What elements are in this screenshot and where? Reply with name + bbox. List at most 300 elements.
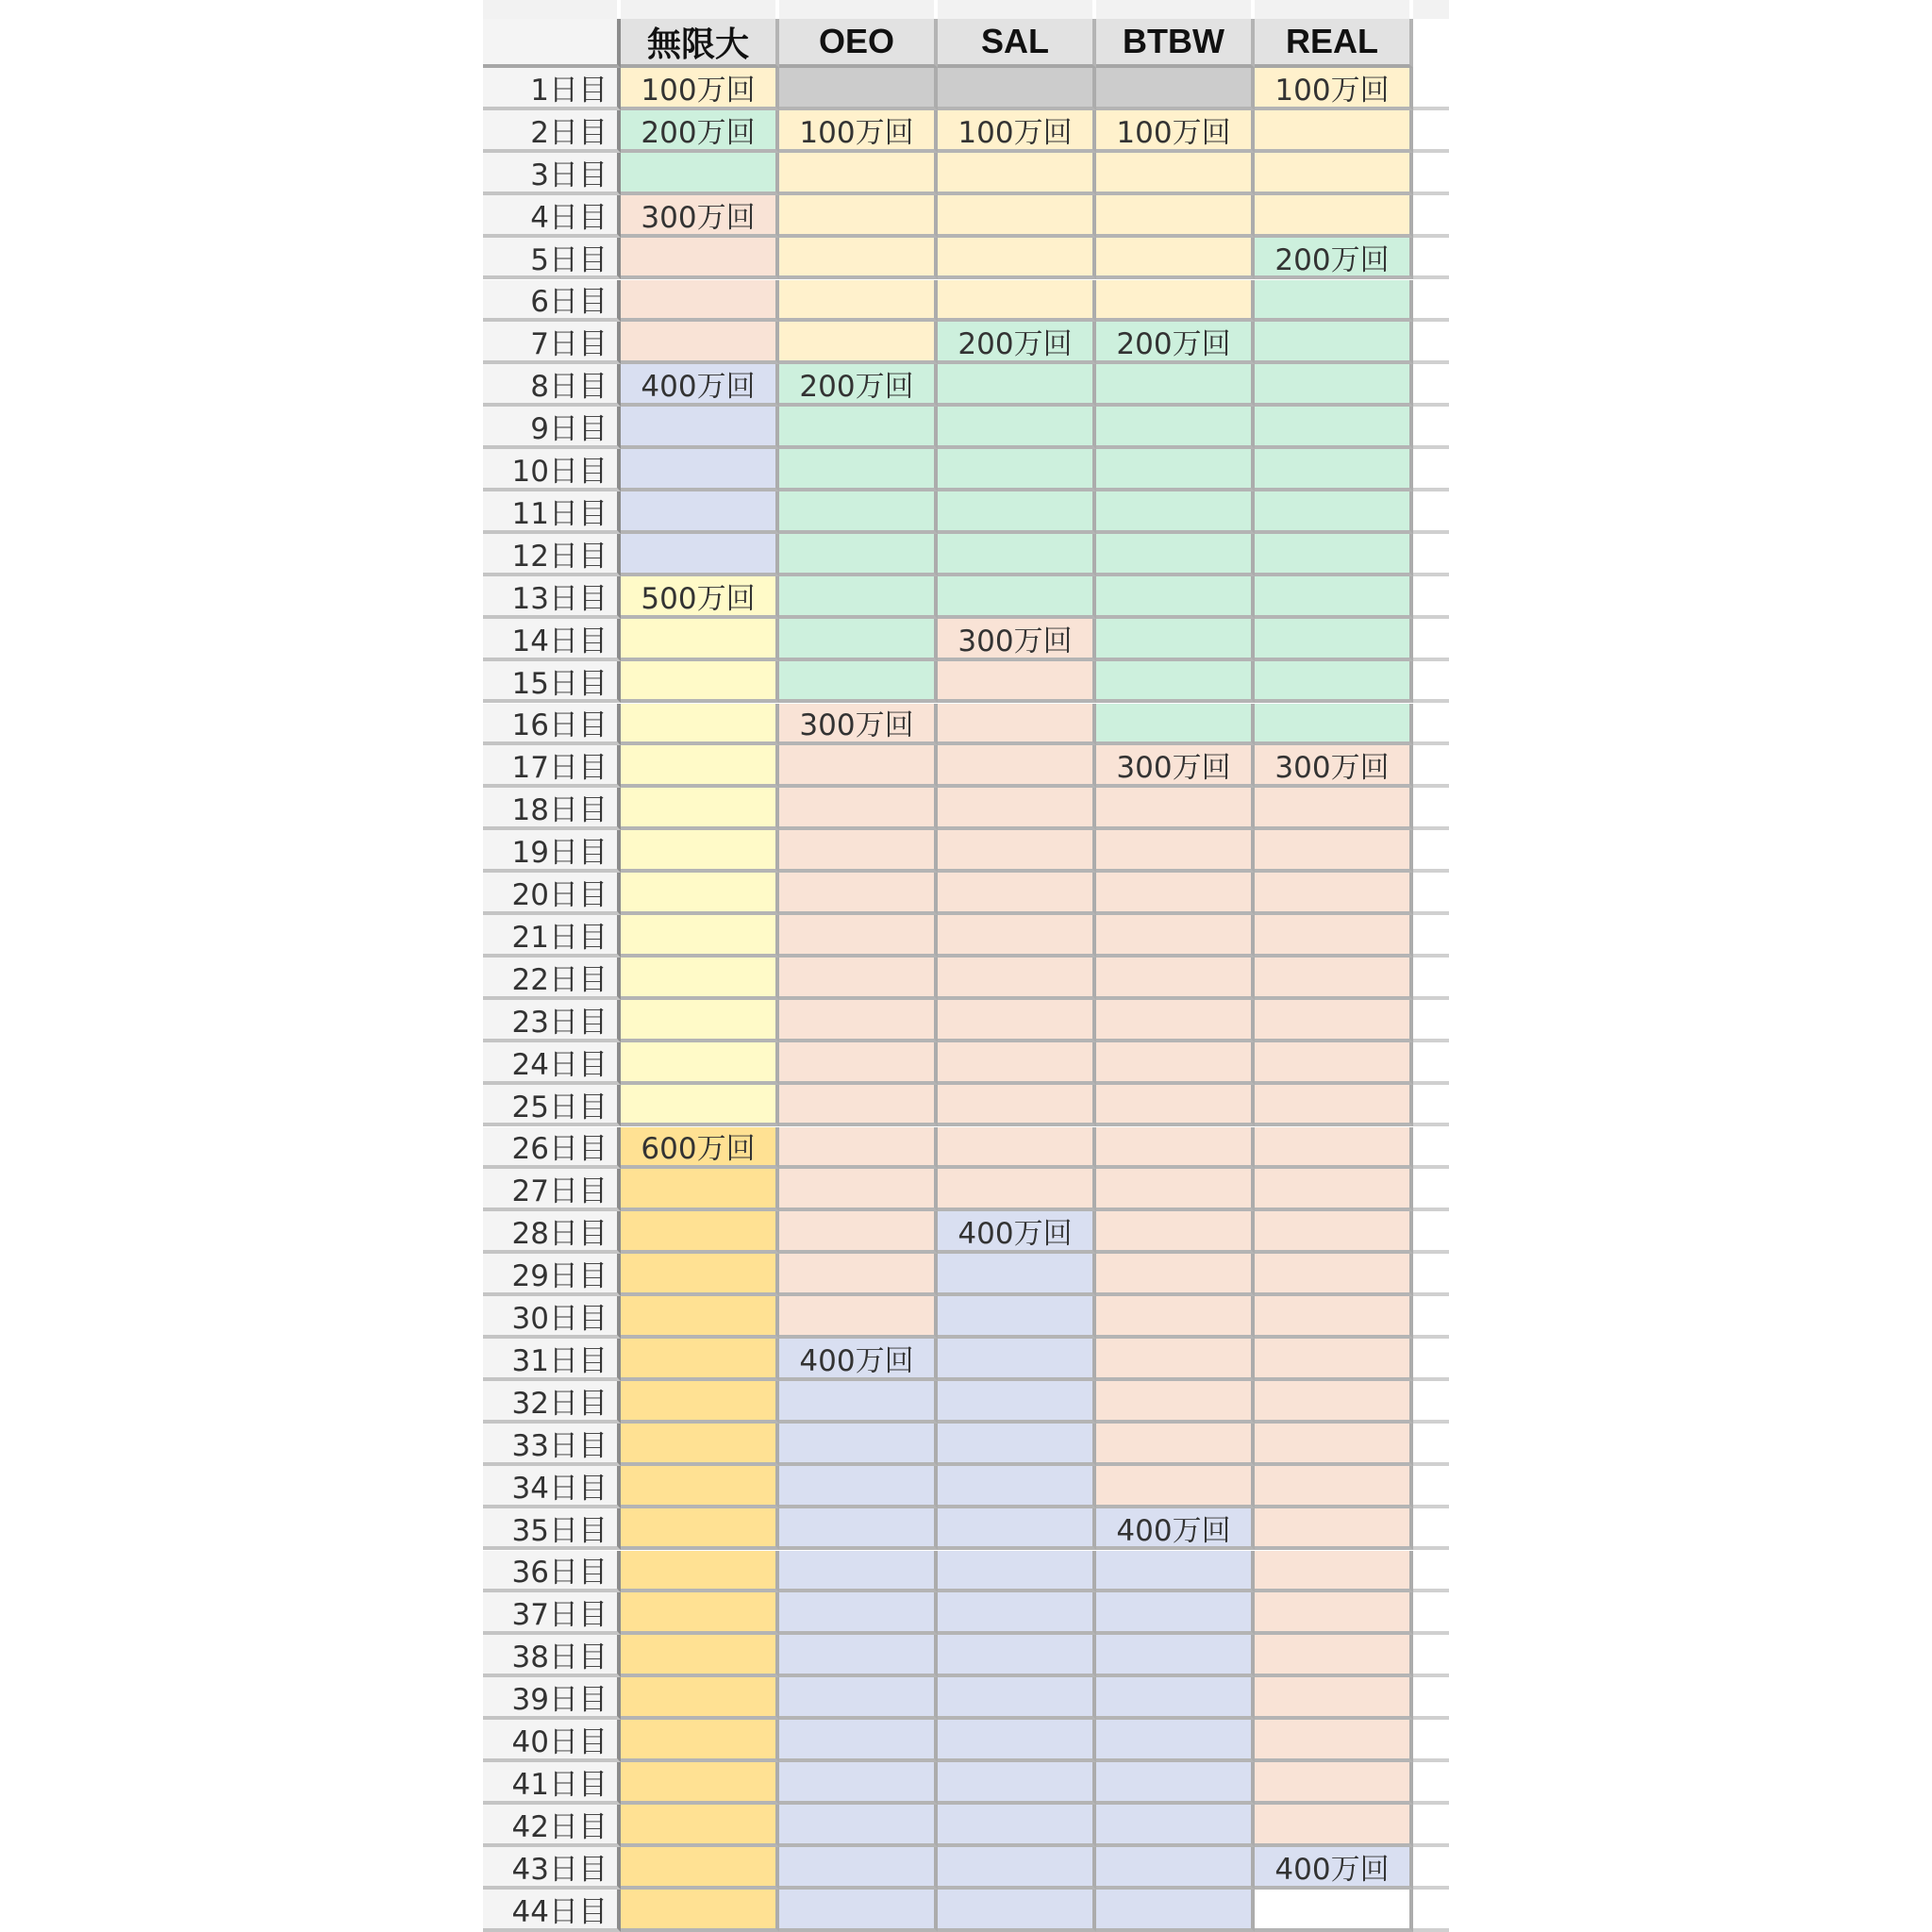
table-cell[interactable]: [938, 1762, 1096, 1805]
table-cell[interactable]: 300万回: [1096, 745, 1255, 788]
grid-line: [1413, 1592, 1449, 1635]
table-cell[interactable]: [621, 1211, 779, 1254]
table-cell[interactable]: [621, 1592, 779, 1635]
table-cell[interactable]: [621, 280, 779, 323]
table-cell[interactable]: [779, 661, 938, 704]
table-cell[interactable]: 100万回: [779, 110, 938, 153]
table-cell[interactable]: [938, 958, 1096, 1000]
row-header[interactable]: 10日目: [483, 449, 621, 491]
grid-line: [1413, 1211, 1449, 1254]
table-cell[interactable]: [938, 1508, 1096, 1551]
table-cell[interactable]: 400万回: [621, 364, 779, 407]
table-cell[interactable]: [779, 322, 938, 364]
grid-line: [1413, 534, 1449, 576]
table-cell[interactable]: [621, 1677, 779, 1720]
table-cell[interactable]: [938, 153, 1096, 195]
table-cell[interactable]: [1096, 1551, 1255, 1593]
table-cell[interactable]: [779, 873, 938, 915]
grid-line: [1413, 1381, 1449, 1424]
table-cell[interactable]: [621, 873, 779, 915]
table-cell[interactable]: [1096, 1762, 1255, 1805]
table-cell[interactable]: 400万回: [938, 1211, 1096, 1254]
grid-line: [1413, 1254, 1449, 1296]
table-cell[interactable]: [1255, 1762, 1413, 1805]
table-cell[interactable]: [1255, 153, 1413, 195]
table-cell[interactable]: [1096, 1296, 1255, 1339]
table-cell[interactable]: [938, 1890, 1096, 1932]
grid-line: [1413, 873, 1449, 915]
table-cell[interactable]: [938, 661, 1096, 704]
grid-line: [1413, 1805, 1449, 1847]
grid-line: [1413, 364, 1449, 407]
table-cell[interactable]: [1096, 1466, 1255, 1508]
table-cell[interactable]: [938, 1720, 1096, 1762]
table-cell[interactable]: [621, 661, 779, 704]
table-cell[interactable]: 300万回: [938, 619, 1096, 661]
table-cell[interactable]: [1255, 1000, 1413, 1042]
table-cell[interactable]: 400万回: [779, 1339, 938, 1381]
row-header[interactable]: 5日目: [483, 238, 621, 280]
table-cell[interactable]: [779, 1085, 938, 1127]
table-cell[interactable]: [779, 745, 938, 788]
table-cell[interactable]: [1096, 1890, 1255, 1932]
table-cell[interactable]: [621, 1339, 779, 1381]
table-cell[interactable]: [1255, 958, 1413, 1000]
table-cell[interactable]: [621, 1551, 779, 1593]
table-cell[interactable]: [1255, 407, 1413, 449]
table-cell[interactable]: [1096, 491, 1255, 534]
table-cell[interactable]: [779, 280, 938, 323]
table-cell[interactable]: [1096, 68, 1255, 110]
table-cell[interactable]: [1255, 1127, 1413, 1170]
table-cell[interactable]: [779, 534, 938, 576]
table-cell[interactable]: [1255, 1890, 1413, 1932]
table-cell[interactable]: [1096, 1254, 1255, 1296]
table-cell[interactable]: 300万回: [621, 195, 779, 238]
column-header[interactable]: BTBW: [1096, 19, 1255, 68]
table-cell[interactable]: [1096, 364, 1255, 407]
row-header[interactable]: 18日目: [483, 788, 621, 830]
table-cell[interactable]: [938, 1592, 1096, 1635]
table-cell[interactable]: [779, 1762, 938, 1805]
table-cell[interactable]: [621, 322, 779, 364]
table-cell[interactable]: [779, 449, 938, 491]
table-cell[interactable]: [1096, 1000, 1255, 1042]
corner-cell[interactable]: [483, 19, 621, 68]
table-cell[interactable]: [938, 68, 1096, 110]
row-header[interactable]: 23日目: [483, 1000, 621, 1042]
row-header[interactable]: 35日目: [483, 1508, 621, 1551]
row-header[interactable]: 34日目: [483, 1466, 621, 1508]
grid-line: [1413, 915, 1449, 958]
row-header[interactable]: 4日目: [483, 195, 621, 238]
grid-line: [1413, 238, 1449, 280]
table-cell[interactable]: [1096, 1720, 1255, 1762]
row-header[interactable]: 32日目: [483, 1381, 621, 1424]
table-cell[interactable]: [779, 1677, 938, 1720]
grid-line: [1413, 1635, 1449, 1677]
table-cell[interactable]: [1255, 322, 1413, 364]
table-cell[interactable]: [779, 195, 938, 238]
grid-line: [1413, 1169, 1449, 1211]
table-cell[interactable]: [779, 1169, 938, 1211]
table-cell[interactable]: [621, 788, 779, 830]
table-cell[interactable]: [1096, 576, 1255, 619]
table-cell[interactable]: [1255, 619, 1413, 661]
table-cell[interactable]: [1096, 1635, 1255, 1677]
table-cell[interactable]: [779, 1254, 938, 1296]
grid-line: [1413, 1042, 1449, 1085]
table-cell[interactable]: 200万回: [621, 110, 779, 153]
table-cell[interactable]: [1255, 1592, 1413, 1635]
table-cell[interactable]: [938, 745, 1096, 788]
table-cell[interactable]: [938, 1381, 1096, 1424]
row-header[interactable]: 40日目: [483, 1720, 621, 1762]
row-header[interactable]: 11日目: [483, 491, 621, 534]
table-cell[interactable]: [1255, 1296, 1413, 1339]
table-cell[interactable]: [621, 958, 779, 1000]
row-header[interactable]: 41日目: [483, 1762, 621, 1805]
table-cell[interactable]: [1255, 830, 1413, 873]
table-cell[interactable]: [938, 534, 1096, 576]
table-cell[interactable]: [621, 1847, 779, 1890]
table-cell[interactable]: [779, 619, 938, 661]
table-cell[interactable]: [1255, 1424, 1413, 1466]
table-cell[interactable]: [938, 1551, 1096, 1593]
table-cell[interactable]: [779, 1127, 938, 1170]
table-cell[interactable]: [1096, 788, 1255, 830]
table-cell[interactable]: [938, 788, 1096, 830]
grid-line: [1413, 1085, 1449, 1127]
table-cell[interactable]: [779, 958, 938, 1000]
table-cell[interactable]: [1096, 830, 1255, 873]
table-cell[interactable]: 100万回: [938, 110, 1096, 153]
table-cell[interactable]: [1096, 1677, 1255, 1720]
grid-line: [1413, 407, 1449, 449]
table-cell[interactable]: [938, 704, 1096, 746]
table-cell[interactable]: [938, 449, 1096, 491]
row-header[interactable]: 7日目: [483, 322, 621, 364]
table-cell[interactable]: [1255, 195, 1413, 238]
table-cell[interactable]: [938, 1085, 1096, 1127]
table-cell[interactable]: [1255, 449, 1413, 491]
table-cell[interactable]: [938, 280, 1096, 323]
table-cell[interactable]: [1096, 153, 1255, 195]
grid-line: [1413, 1466, 1449, 1508]
table-cell[interactable]: [938, 1296, 1096, 1339]
table-cell[interactable]: [621, 1805, 779, 1847]
table-cell[interactable]: [1096, 661, 1255, 704]
row-header[interactable]: 44日目: [483, 1890, 621, 1932]
table-cell[interactable]: [621, 153, 779, 195]
column-header[interactable]: OEO: [779, 19, 938, 68]
table-cell[interactable]: [1255, 1466, 1413, 1508]
table-cell[interactable]: 200万回: [1255, 238, 1413, 280]
table-cell[interactable]: [621, 745, 779, 788]
table-cell[interactable]: [1255, 1169, 1413, 1211]
table-cell[interactable]: [621, 1508, 779, 1551]
grid-line: [1413, 110, 1449, 153]
table-cell[interactable]: [938, 1254, 1096, 1296]
table-cell[interactable]: [1096, 1211, 1255, 1254]
row-header[interactable]: 1日目: [483, 68, 621, 110]
table-cell[interactable]: [938, 1339, 1096, 1381]
table-cell[interactable]: 300万回: [779, 704, 938, 746]
table-cell[interactable]: [938, 830, 1096, 873]
table-cell[interactable]: [621, 1466, 779, 1508]
row-header[interactable]: 38日目: [483, 1635, 621, 1677]
table-cell[interactable]: [1255, 1339, 1413, 1381]
row-header[interactable]: 33日目: [483, 1424, 621, 1466]
row-header[interactable]: 27日目: [483, 1169, 621, 1211]
table-cell[interactable]: [938, 1635, 1096, 1677]
row-header[interactable]: 17日目: [483, 745, 621, 788]
table-cell[interactable]: [621, 238, 779, 280]
table-cell[interactable]: [779, 576, 938, 619]
row-header[interactable]: 29日目: [483, 1254, 621, 1296]
table-cell[interactable]: [938, 195, 1096, 238]
table-cell[interactable]: [1255, 1551, 1413, 1593]
table-cell[interactable]: [621, 830, 779, 873]
table-cell[interactable]: [779, 1720, 938, 1762]
table-cell[interactable]: [1255, 1635, 1413, 1677]
table-cell[interactable]: 200万回: [938, 322, 1096, 364]
table-cell[interactable]: [1096, 1424, 1255, 1466]
row-header[interactable]: 8日目: [483, 364, 621, 407]
table-cell[interactable]: [621, 619, 779, 661]
table-cell[interactable]: [1096, 873, 1255, 915]
table-cell[interactable]: [779, 491, 938, 534]
table-cell[interactable]: [938, 364, 1096, 407]
table-cell[interactable]: [1096, 1169, 1255, 1211]
table-cell[interactable]: [621, 1762, 779, 1805]
table-cell[interactable]: [938, 1169, 1096, 1211]
table-cell[interactable]: [1255, 873, 1413, 915]
table-cell[interactable]: [938, 407, 1096, 449]
table-cell[interactable]: [779, 1296, 938, 1339]
table-cell[interactable]: [621, 449, 779, 491]
table-cell[interactable]: 500万回: [621, 576, 779, 619]
row-header[interactable]: 20日目: [483, 873, 621, 915]
table-cell[interactable]: [779, 1847, 938, 1890]
table-cell[interactable]: [1255, 364, 1413, 407]
row-header[interactable]: 3日目: [483, 153, 621, 195]
table-cell[interactable]: [779, 68, 938, 110]
table-cell[interactable]: [938, 1127, 1096, 1170]
grid-line: [1413, 1424, 1449, 1466]
row-header[interactable]: 12日目: [483, 534, 621, 576]
table-cell[interactable]: [779, 830, 938, 873]
table-cell[interactable]: [779, 1592, 938, 1635]
table-cell[interactable]: 300万回: [1255, 745, 1413, 788]
row-header[interactable]: 30日目: [483, 1296, 621, 1339]
table-cell[interactable]: [779, 788, 938, 830]
table-cell[interactable]: [1255, 704, 1413, 746]
row-header[interactable]: 39日目: [483, 1677, 621, 1720]
table-cell[interactable]: [779, 1890, 938, 1932]
table-cell[interactable]: 200万回: [779, 364, 938, 407]
table-cell[interactable]: [621, 1000, 779, 1042]
table-cell[interactable]: [1255, 1254, 1413, 1296]
column-header[interactable]: SAL: [938, 19, 1096, 68]
grid-line: [1413, 195, 1449, 238]
grid-line: [1413, 576, 1449, 619]
table-cell[interactable]: [938, 576, 1096, 619]
table-cell[interactable]: [1255, 1042, 1413, 1085]
row-header[interactable]: 22日目: [483, 958, 621, 1000]
table-cell[interactable]: 100万回: [1255, 68, 1413, 110]
table-cell[interactable]: [779, 1551, 938, 1593]
row-header[interactable]: 9日目: [483, 407, 621, 449]
row-header[interactable]: 37日目: [483, 1592, 621, 1635]
table-cell[interactable]: [1255, 576, 1413, 619]
table-cell[interactable]: [779, 1635, 938, 1677]
grid-line: [1413, 322, 1449, 364]
table-cell[interactable]: [938, 1677, 1096, 1720]
table-cell[interactable]: [1096, 407, 1255, 449]
table-cell[interactable]: [779, 1466, 938, 1508]
table-cell[interactable]: [779, 1381, 938, 1424]
table-cell[interactable]: [621, 1254, 779, 1296]
table-cell[interactable]: [779, 238, 938, 280]
table-cell[interactable]: [938, 1805, 1096, 1847]
grid-line: [1413, 788, 1449, 830]
table-cell[interactable]: [1096, 238, 1255, 280]
table-cell[interactable]: [779, 1508, 938, 1551]
table-cell[interactable]: [1096, 1847, 1255, 1890]
row-header[interactable]: 42日目: [483, 1805, 621, 1847]
grid-line: [1413, 68, 1449, 110]
row-header[interactable]: 28日目: [483, 1211, 621, 1254]
table-cell[interactable]: 100万回: [621, 68, 779, 110]
table-cell[interactable]: [779, 1805, 938, 1847]
table-cell[interactable]: [621, 1720, 779, 1762]
table-cell[interactable]: [621, 1890, 779, 1932]
table-cell[interactable]: [938, 1000, 1096, 1042]
table-cell[interactable]: [938, 1424, 1096, 1466]
row-header[interactable]: 2日目: [483, 110, 621, 153]
table-cell[interactable]: [1096, 449, 1255, 491]
table-cell[interactable]: [938, 1847, 1096, 1890]
table-cell[interactable]: 600万回: [621, 1127, 779, 1170]
table-cell[interactable]: [779, 153, 938, 195]
grid-line: [1413, 619, 1449, 661]
grid-line: [1413, 1847, 1449, 1890]
row-header[interactable]: 14日目: [483, 619, 621, 661]
row-header[interactable]: 31日目: [483, 1339, 621, 1381]
table-cell[interactable]: [621, 534, 779, 576]
table-cell[interactable]: [621, 407, 779, 449]
table-cell[interactable]: [1255, 1677, 1413, 1720]
table-cell[interactable]: 100万回: [1096, 110, 1255, 153]
table-cell[interactable]: [1096, 1085, 1255, 1127]
table-cell[interactable]: [1255, 1381, 1413, 1424]
row-header[interactable]: 16日目: [483, 704, 621, 746]
grid-line: [1413, 745, 1449, 788]
table-cell[interactable]: [1255, 1211, 1413, 1254]
table-cell[interactable]: [621, 1381, 779, 1424]
table-cell[interactable]: 200万回: [1096, 322, 1255, 364]
row-header[interactable]: 15日目: [483, 661, 621, 704]
table-cell[interactable]: [1096, 1339, 1255, 1381]
spreadsheet: [483, 0, 1449, 1932]
table-cell[interactable]: [1096, 958, 1255, 1000]
table-cell[interactable]: [1255, 661, 1413, 704]
column-header[interactable]: 無限大: [621, 19, 779, 68]
table-cell[interactable]: 400万回: [1255, 1847, 1413, 1890]
table-cell[interactable]: [1096, 1127, 1255, 1170]
table-cell[interactable]: [621, 1085, 779, 1127]
table-cell[interactable]: [1255, 110, 1413, 153]
table-cell[interactable]: [1096, 195, 1255, 238]
table-cell[interactable]: [779, 1211, 938, 1254]
row-header[interactable]: 25日目: [483, 1085, 621, 1127]
table-cell[interactable]: [938, 491, 1096, 534]
table-cell[interactable]: [938, 873, 1096, 915]
grid-line: [1413, 1720, 1449, 1762]
row-header[interactable]: 24日目: [483, 1042, 621, 1085]
table-cell[interactable]: [621, 915, 779, 958]
table-cell[interactable]: [938, 1466, 1096, 1508]
table-cell[interactable]: [1255, 1508, 1413, 1551]
row-header[interactable]: 43日目: [483, 1847, 621, 1890]
table-cell[interactable]: [1255, 788, 1413, 830]
table-cell[interactable]: [1096, 1805, 1255, 1847]
table-cell[interactable]: [621, 1169, 779, 1211]
table-cell[interactable]: [938, 238, 1096, 280]
table-cell[interactable]: [938, 1042, 1096, 1085]
row-header[interactable]: 26日目: [483, 1127, 621, 1170]
table-cell[interactable]: [1096, 619, 1255, 661]
table-cell[interactable]: [1096, 704, 1255, 746]
grid-line: [1413, 449, 1449, 491]
table-cell[interactable]: [938, 915, 1096, 958]
table-cell[interactable]: [1255, 1720, 1413, 1762]
table-cell[interactable]: [1096, 1381, 1255, 1424]
table-cell[interactable]: [1096, 280, 1255, 323]
table-cell[interactable]: [779, 407, 938, 449]
table-cell[interactable]: [1096, 915, 1255, 958]
table-cell[interactable]: [1255, 491, 1413, 534]
table-cell[interactable]: [779, 915, 938, 958]
grid-line: [1413, 830, 1449, 873]
table-cell[interactable]: [1255, 915, 1413, 958]
row-header[interactable]: 13日目: [483, 576, 621, 619]
table-cell[interactable]: [1096, 1592, 1255, 1635]
table-cell[interactable]: [621, 1042, 779, 1085]
row-header[interactable]: 21日目: [483, 915, 621, 958]
table-cell[interactable]: [621, 1635, 779, 1677]
table-cell[interactable]: [621, 491, 779, 534]
table-cell[interactable]: [1255, 280, 1413, 323]
table-cell[interactable]: [779, 1424, 938, 1466]
table-cell[interactable]: [1255, 1085, 1413, 1127]
table-cell[interactable]: [621, 1296, 779, 1339]
row-header[interactable]: 19日目: [483, 830, 621, 873]
table-cell[interactable]: 400万回: [1096, 1508, 1255, 1551]
table-cell[interactable]: [779, 1000, 938, 1042]
table-cell[interactable]: [779, 1042, 938, 1085]
row-header[interactable]: 6日目: [483, 280, 621, 323]
table-cell[interactable]: [1096, 1042, 1255, 1085]
table-cell[interactable]: [1255, 534, 1413, 576]
table-cell[interactable]: [621, 704, 779, 746]
row-header[interactable]: 36日目: [483, 1551, 621, 1593]
table-cell[interactable]: [1255, 1805, 1413, 1847]
table-cell[interactable]: [1096, 534, 1255, 576]
table-cell[interactable]: [621, 1424, 779, 1466]
column-header[interactable]: REAL: [1255, 19, 1413, 68]
